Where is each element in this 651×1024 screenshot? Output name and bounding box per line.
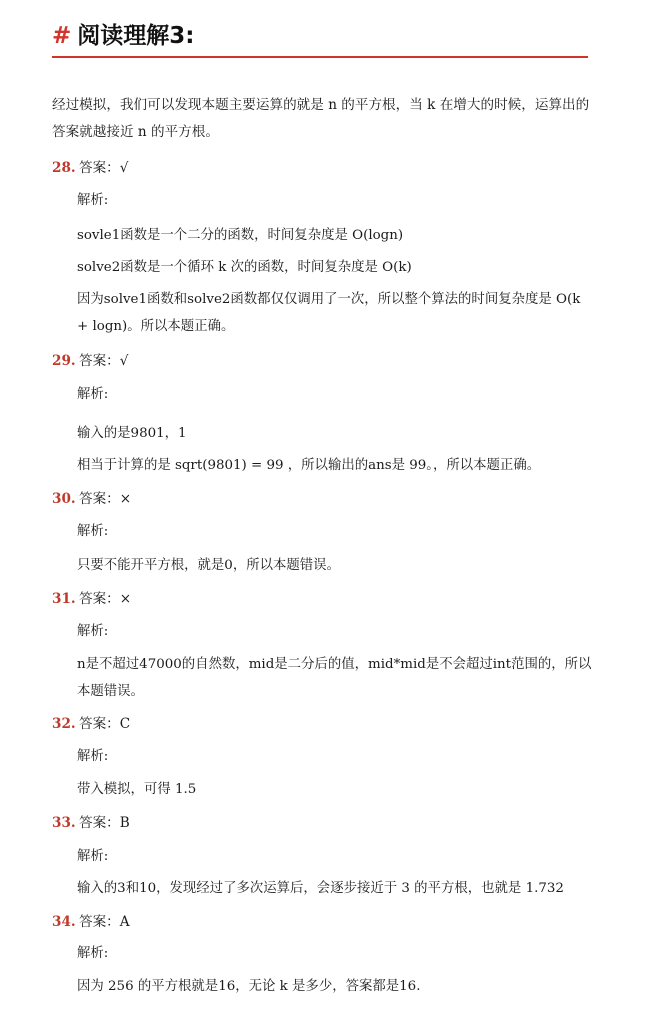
analysis-paragraph: n是不超过47000的自然数，mid是二分后的值，mid*mid是不会超过int范围的，所以本题错误。	[77, 657, 592, 699]
question-32-header	[52, 713, 130, 735]
analysis-label: 解析:	[77, 624, 109, 639]
answer-text: 答案：×	[79, 591, 132, 607]
question-number: 29.	[52, 353, 76, 369]
heading-title: 阅读理解3:	[77, 23, 195, 49]
analysis-label: 解析:	[77, 193, 109, 208]
analysis-line: 只要不能开平方根，就是0，所以本题错误。	[77, 558, 340, 573]
analysis-label: 解析:	[77, 849, 109, 864]
question-33-header	[52, 812, 130, 834]
question-30-header	[52, 488, 131, 510]
answer-text: 答案：√	[79, 160, 129, 176]
analysis-line: 带入模拟，可得 1.5	[77, 782, 197, 797]
analysis-paragraph: 因为solve1函数和solve2函数都仅仅调用了一次，所以整个算法的时间复杂度是 O(k + logn)。所以本题正确。	[77, 292, 581, 334]
analysis-line: 相当于计算的是 sqrt(9801) = 99 ，所以输出的ans是 99。，所以本题正确。	[77, 458, 541, 473]
question-number: 30.	[52, 491, 76, 507]
answer-text: 答案：B	[79, 815, 130, 831]
question-34-header	[52, 911, 130, 933]
analysis-label: 解析:	[77, 387, 109, 402]
analysis-label: 解析:	[77, 749, 109, 764]
intro-paragraph: 经过模拟，我们可以发现本题主要运算的就是 n 的平方根，当 k 在增大的时候，运算出的答案就越接近 n 的平方根。	[52, 97, 590, 140]
question-number: 34.	[52, 914, 76, 930]
question-28-header	[52, 157, 128, 179]
analysis-line: solve2函数是一个循环 k 次的函数，时间复杂度是 O(k)	[77, 260, 412, 275]
answer-text: 答案：×	[79, 491, 132, 507]
answer-text: 答案：√	[79, 353, 129, 369]
question-31-header	[52, 588, 131, 610]
analysis-line: 输入的是9801，1	[77, 426, 187, 441]
question-number: 31.	[52, 591, 76, 607]
analysis-line: 因为 256 的平方根就是16，无论 k 是多少，答案都是16.	[77, 979, 421, 994]
question-number: 33.	[52, 815, 76, 831]
answer-text: 答案：A	[79, 914, 130, 930]
question-29-header	[52, 350, 128, 372]
analysis-line: 输入的3和10，发现经过了多次运算后，会逐步接近于 3 的平方根，也就是 1.732	[77, 881, 564, 896]
answer-text: 答案：C	[79, 716, 131, 732]
analysis-label: 解析:	[77, 524, 109, 539]
analysis-line: sovle1函数是一个二分的函数，时间复杂度是 O(logn)	[77, 228, 404, 243]
heading-marker: #	[52, 23, 72, 49]
question-number: 32.	[52, 716, 76, 732]
question-number: 28.	[52, 160, 76, 176]
section-heading	[52, 18, 588, 58]
analysis-label: 解析:	[77, 946, 109, 961]
